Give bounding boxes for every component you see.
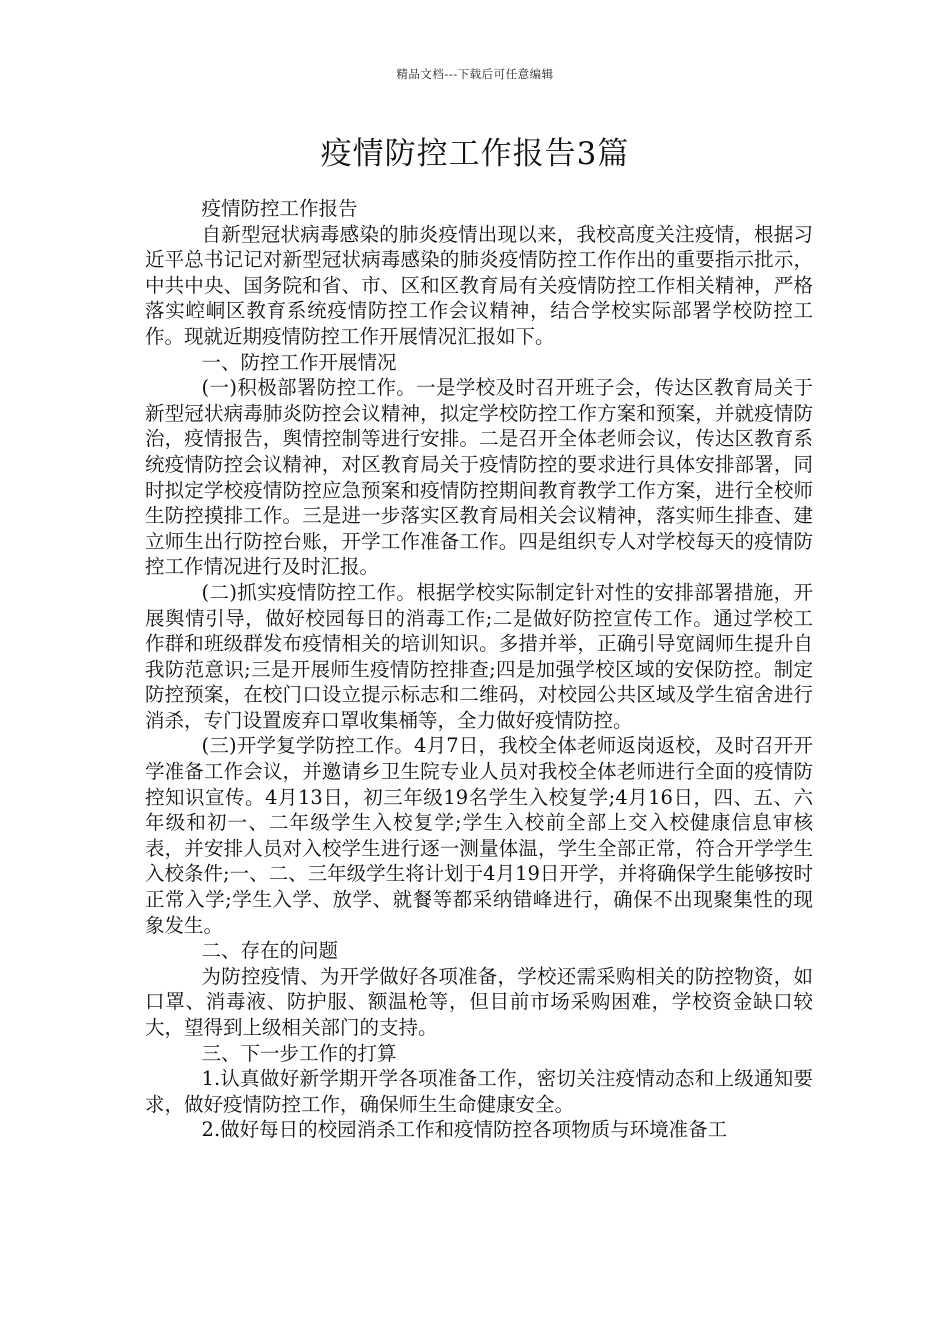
body-paragraph: (二)抓实疫情防控工作。根据学校实际制定针对性的安排部署措施，开展舆情引导，做好校园每日的消毒工作;二是做好防控宣传工作。通过学校工作群和班级群发布疫情相关的培训知识。多措并举，正确引导宽阔师生提升自我防范意识;三是开展师生疫情防控排查;四是加强学校区域的安保防控。制定防控预案，在校门口设立提示标志和二维码，对校园公共区域及学生宿舍进行消杀，专门设置废弃口罩收集桶等，全力做好疫情防控。: [145, 580, 813, 732]
header-note: 精品文档---下载后可任意编辑: [396, 67, 554, 81]
report-subtitle: 疫情防控工作报告: [201, 197, 358, 220]
section-heading-2: 二、存在的问题: [201, 939, 339, 963]
list-item: 2.做好每日的校园消杀工作和疫情防控各项物质与环境准备工: [201, 1118, 728, 1142]
document-body: [145, 196, 813, 1143]
body-paragraph: (三)开学复学防控工作。4月7日，我校全体老师返岗返校，及时召开开学准备工作会议，并邀请乡卫生院专业人员对我校全体老师进行全面的疫情防控知识宣传。4月13日，初三年级19名学生入校复学;4月16日，四、五、六年级和初一、二年级学生入校复学;学生入校前全部上交入校健康信息审核表，并安排人员对入校学生进行逐一测量体温，学生全部正常，符合开学学生入校条件;一、二、三年级学生将计划于4月19日开学，并将确保学生能够按时正常入学;学生入学、放学、就餐等都采纳错峰进行，确保不出现聚集性的现象发生。: [145, 734, 813, 937]
body-paragraph: (一)积极部署防控工作。一是学校及时召开班子会，传达区教育局关于新型冠状病毒肺炎防控会议精神，拟定学校防控工作方案和预案，并就疫情防治，疫情报告，舆情控制等进行安排。二是召开全体老师会议，传达区教育系统疫情防控会议精神，对区教育局关于疫情防控的要求进行具体安排部署，同时拟定学校疫情防控应急预案和疫情防控期间教育教学工作方案，进行全校师生防控摸排工作。三是进一步落实区教育局相关会议精神，落实师生排查、建立师生出行防控台账，开学工作准备工作。四是组织专人对学校每天的疫情防控工作情况进行及时汇报。: [145, 376, 813, 579]
section-heading-3: 三、下一步工作的打算: [201, 1041, 397, 1065]
intro-paragraph: 自新型冠状病毒感染的肺炎疫情出现以来，我校高度关注疫情，根据习近平总书记记对新型冠状病毒感染的肺炎疫情防控工作作出的重要指示批示，中共中央、国务院和省、市、区和区教育局有关疫情防控工作相关精神，严格落实崆峒区教育系统疫情防控工作会议精神，结合学校实际部署学校防控工作。现就近期疫情防控工作开展情况汇报如下。: [145, 222, 813, 348]
body-paragraph: 为防控疫情、为开学做好各项准备，学校还需采购相关的防控物资，如口罩、消毒液、防护服、额温枪等，但目前市场采购困难，学校资金缺口较大，望得到上级相关部门的支持。: [145, 964, 813, 1039]
list-item: 1.认真做好新学期开学各项准备工作，密切关注疫情动态和上级通知要求，做好疫情防控工作，确保师生生命健康安全。: [145, 1067, 813, 1116]
section-heading-1: 一、防控工作开展情况: [201, 350, 397, 374]
document-title: 疫情防控工作报告3篇: [320, 136, 630, 172]
